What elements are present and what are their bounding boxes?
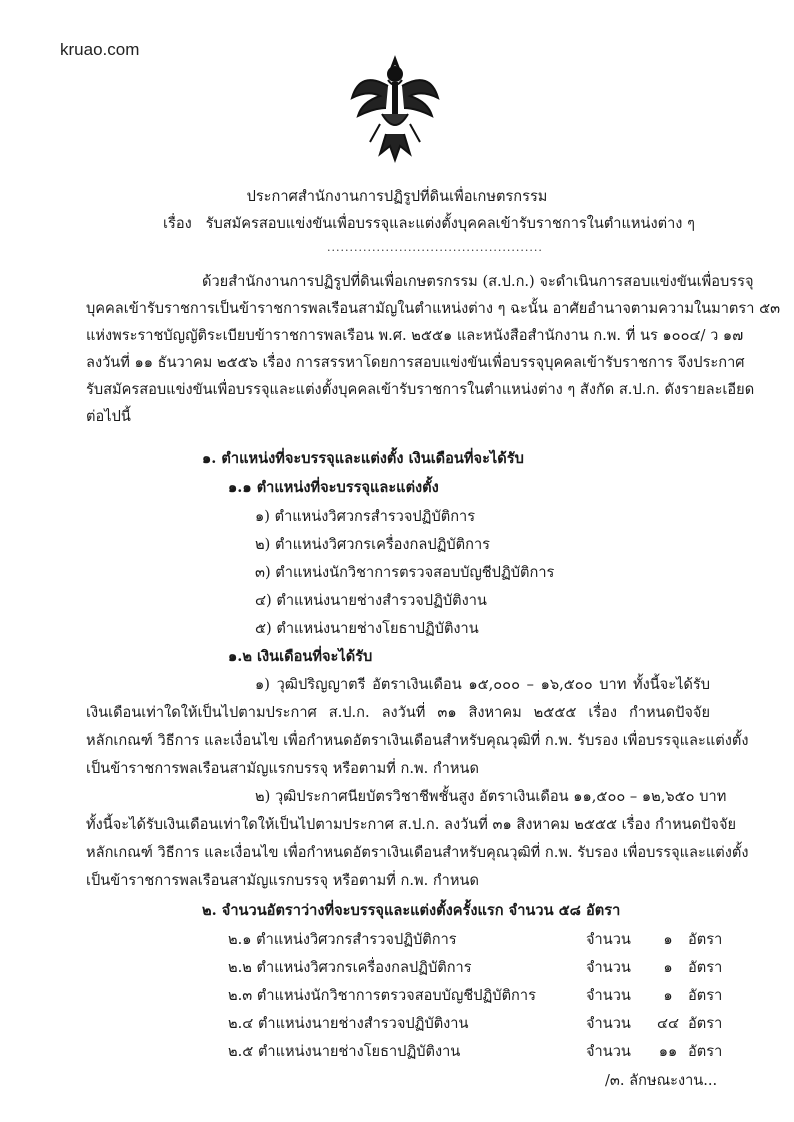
intro-line: แห่งพระราชบัญญัติระเบียบข้าราชการพลเรือน พ.ศ. ๒๕๕๑ และหนังสือสำนักงาน ก.พ. ที่ นร ๑๐๐๔/ ว ๑๗ (86, 327, 744, 344)
position-item: ๕) ตำแหน่งนายช่างโยธาปฏิบัติงาน (255, 620, 479, 637)
salary1-line: เงินเดือนเท่าใดให้เป็นไปตามประกาศ ส.ป.ก. ลงวันที่ ๓๑ สิงหาคม ๒๕๕๕ เรื่อง กำหนดปัจจัย (86, 704, 710, 721)
subject-label: เรื่อง (163, 215, 192, 232)
vacancy-count: จำนวน ๑ อัตรา (586, 987, 723, 1004)
intro-line: ด้วยสำนักงานการปฏิรูปที่ดินเพื่อเกษตรกรรม (ส.ป.ก.) จะดำเนินการสอบแข่งขันเพื่อบรรจุ (202, 273, 754, 290)
salary1-line: ๑) วุฒิปริญญาตรี อัตราเงินเดือน ๑๕,๐๐๐ – ๑๖,๕๐๐ บาท ทั้งนี้จะได้รับ (255, 676, 710, 693)
vacancy-count: จำนวน ๑ อัตรา (586, 959, 723, 976)
vacancy-position: ๒.๒ ตำแหน่งวิศวกรเครื่องกลปฏิบัติการ (228, 959, 472, 976)
intro-line: ต่อไปนี้ (86, 408, 131, 425)
section1-1-heading: ๑.๑ ตำแหน่งที่จะบรรจุและแต่งตั้ง (228, 479, 439, 496)
salary2-line: เป็นข้าราชการพลเรือนสามัญแรกบรรจุ หรือตามที่ ก.พ. กำหนด (86, 872, 479, 889)
position-item: ๔) ตำแหน่งนายช่างสำรวจปฏิบัติงาน (255, 592, 487, 609)
subject-text: รับสมัครสอบแข่งขันเพื่อบรรจุและแต่งตั้งบุคคลเข้ารับราชการในตำแหน่งต่าง ๆ (205, 215, 695, 232)
garuda-emblem-icon (340, 50, 450, 170)
title-divider: ................................................ (327, 241, 543, 254)
section1-2-heading: ๑.๒ เงินเดือนที่จะได้รับ (228, 648, 373, 665)
vacancy-count: จำนวน ๑ อัตรา (586, 931, 723, 948)
watermark: kruao.com (60, 40, 140, 59)
vacancy-position: ๒.๑ ตำแหน่งวิศวกรสำรวจปฏิบัติการ (228, 931, 457, 948)
subject-line (163, 212, 695, 235)
vacancy-position: ๒.๔ ตำแหน่งนายช่างสำรวจปฏิบัติงาน (228, 1015, 469, 1032)
salary2-line: ทั้งนี้จะได้รับเงินเดือนเท่าใดให้เป็นไปตามประกาศ ส.ป.ก. ลงวันที่ ๓๑ สิงหาคม ๒๕๕๕ เรื่อง กำหนดปัจจัย (86, 816, 737, 833)
vacancy-position: ๒.๕ ตำแหน่งนายช่างโยธาปฏิบัติงาน (228, 1043, 461, 1060)
vacancy-count: จำนวน ๑๑ อัตรา (586, 1043, 723, 1060)
continuation-note: /๓. ลักษณะงาน... (605, 1072, 718, 1089)
position-item: ๒) ตำแหน่งวิศวกรเครื่องกลปฏิบัติการ (255, 536, 491, 553)
salary1-line: เป็นข้าราชการพลเรือนสามัญแรกบรรจุ หรือตามที่ ก.พ. กำหนด (86, 760, 479, 777)
position-item: ๓) ตำแหน่งนักวิชาการตรวจสอบบัญชีปฏิบัติการ (255, 564, 555, 581)
section2-heading: ๒. จำนวนอัตราว่างที่จะบรรจุและแต่งตั้งครั้งแรก จำนวน ๕๘ อัตรา (202, 902, 621, 919)
salary1-line: หลักเกณฑ์ วิธีการ และเงื่อนไข เพื่อกำหนดอัตราเงินเดือนสำหรับคุณวุฒิที่ ก.พ. รับรอง เพื่อบรรจุและแต่งตั้ง (86, 732, 749, 749)
section1-heading: ๑. ตำแหน่งที่จะบรรจุและแต่งตั้ง เงินเดือนที่จะได้รับ (202, 450, 524, 467)
vacancy-count: จำนวน ๔๔ อัตรา (586, 1015, 723, 1032)
salary2-line: หลักเกณฑ์ วิธีการ และเงื่อนไข เพื่อกำหนดอัตราเงินเดือนสำหรับคุณวุฒิที่ ก.พ. รับรอง เพื่อบรรจุและแต่งตั้ง (86, 844, 749, 861)
page-title: ประกาศสำนักงานการปฏิรูปที่ดินเพื่อเกษตรกรรม (246, 188, 548, 205)
vacancy-position: ๒.๓ ตำแหน่งนักวิชาการตรวจสอบบัญชีปฏิบัติการ (228, 987, 536, 1004)
salary2-line: ๒) วุฒิประกาศนียบัตรวิชาชีพชั้นสูง อัตราเงินเดือน ๑๑,๕๐๐ – ๑๒,๖๕๐ บาท (255, 788, 727, 805)
intro-line: รับสมัครสอบแข่งขันเพื่อบรรจุและแต่งตั้งบุคคลเข้ารับราชการในตำแหน่งต่าง ๆ สังกัด ส.ป.ก. ดังรายละเอียด (86, 381, 755, 398)
intro-line: ลงวันที่ ๑๑ ธันวาคม ๒๕๕๖ เรื่อง การสรรหาโดยการสอบแข่งขันเพื่อบรรจุบุคคลเข้ารับราชการ จึงประกาศ (86, 354, 745, 371)
position-item: ๑) ตำแหน่งวิศวกรสำรวจปฏิบัติการ (255, 508, 476, 525)
intro-line: บุคคลเข้ารับราชการเป็นข้าราชการพลเรือนสามัญในตำแหน่งต่าง ๆ ฉะนั้น อาศัยอำนาจตามความในมาตรา ๕๓ (86, 300, 781, 317)
